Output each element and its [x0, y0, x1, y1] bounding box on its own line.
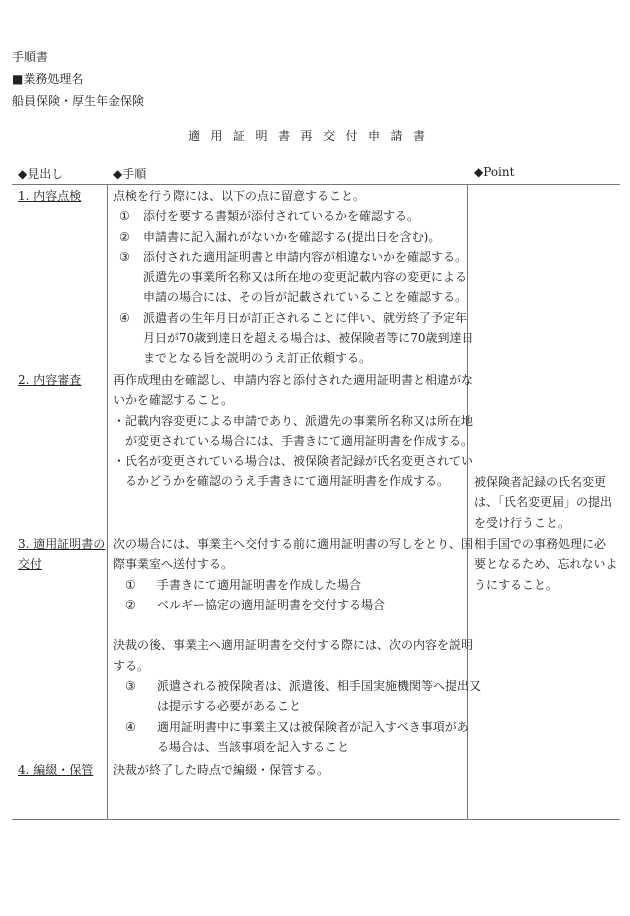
item-text: までとなる旨を説明のうえ訂正依頼する。: [143, 351, 372, 366]
item-text: 手書きにて適用証明書を作成した場合: [157, 577, 362, 592]
row-point-3: [474, 534, 618, 595]
row-heading-3: [18, 534, 105, 575]
heading-text: 3. 適用証明書の: [18, 537, 106, 551]
item-number: ①: [119, 209, 130, 224]
row-procedure-1: [113, 186, 474, 369]
item-text: 適用証明書中に事業主又は被保険者が記入すべき事項があ: [157, 719, 469, 734]
procedure-intro: 点検を行う際には、以下の点に留意すること。: [113, 189, 366, 203]
doc-type: 手順書: [12, 50, 49, 64]
procedure-intro: 決裁の後、事業主へ適用証明書を交付する際には、次の内容を説明: [113, 638, 474, 653]
procedure-intro: 再作成理由を確認し、申請内容と添付された適用証明書と相違がな: [113, 373, 474, 387]
item-text: は提示する必要があること: [157, 699, 302, 714]
bullet-item: ・氏名が変更されている場合は、被保険者記録が氏名変更されてい: [113, 454, 474, 469]
document-title: 適用証明書再交付申請書: [188, 129, 436, 143]
item-text: 派遣先の事業所名称又は所在地の変更記載内容の変更による: [143, 270, 468, 285]
item-text: 派遣者の生年月日が訂正されることに伴い、就労終了予定年: [143, 310, 468, 325]
item-text: 添付された適用証明書と申請内容が相違ないかを確認する。: [143, 249, 468, 264]
row-point-2: [474, 472, 612, 533]
item-number: ②: [125, 597, 136, 612]
procedure-intro: いかを確認すること。: [113, 393, 234, 408]
column-divider: [107, 184, 108, 819]
row-procedure-3: [113, 534, 481, 757]
column-procedure: ◆手順: [113, 167, 147, 181]
row-heading-2: 2. 内容審査: [18, 373, 82, 387]
item-number: ③: [125, 679, 136, 694]
item-number: ②: [119, 229, 130, 244]
header-divider: [12, 184, 620, 185]
point-text: は、「氏名変更届」の提出: [474, 495, 613, 510]
bottom-divider: [12, 819, 620, 820]
point-text: 相手国での事務処理に必: [474, 537, 607, 551]
business-label: ■業務処理名: [12, 72, 84, 86]
row-procedure-2: [113, 370, 473, 492]
item-number: ③: [119, 249, 130, 264]
procedure-intro: 次の場合には、事業主へ交付する前に適用証明書の写しをとり、国: [113, 537, 474, 551]
bullet-item: るかどうかを確認のうえ手書きにて適用証明書を作成する。: [125, 474, 450, 489]
business-name: 船員保険・厚生年金保険: [12, 94, 145, 108]
item-text: る場合は、当該事項を記入すること: [157, 739, 350, 754]
item-text: 派遣される被保険者は、派遣後、相手国実施機関等へ提出又: [157, 679, 482, 694]
item-text: 申請の場合には、その旨が記載されていることを確認する。: [143, 290, 468, 305]
row-procedure-4: 決裁が終了した時点で編綴・保管する。: [113, 763, 330, 777]
procedure-intro: する。: [113, 658, 150, 673]
procedure-intro: 際事業室へ送付する。: [113, 557, 234, 572]
item-text: ベルギー協定の適用証明書を交付する場合: [157, 597, 386, 612]
point-text: を受け行うこと。: [474, 515, 571, 530]
item-number: ④: [125, 719, 136, 734]
item-text: 添付を要する書類が添付されているかを確認する。: [143, 209, 420, 224]
item-text: 月日が70歳到達日を超える場合は、被保険者等に70歳到達日: [143, 331, 474, 346]
item-text: 申請書に記入漏れがないかを確認する(提出日を含む)。: [143, 229, 441, 244]
item-number: ④: [119, 310, 130, 325]
point-text: 被保険者記録の氏名変更: [474, 475, 607, 489]
point-text: 要となるため、忘れないよ: [474, 557, 618, 572]
point-text: うにすること。: [474, 577, 559, 592]
column-point: ◆Point: [474, 165, 515, 179]
row-heading-1: 1. 内容点検: [18, 189, 82, 203]
heading-text: 交付: [18, 557, 43, 572]
row-heading-4: 4. 編綴・保管: [18, 763, 94, 777]
column-heading: ◆見出し: [18, 167, 64, 181]
bullet-item: ・記載内容変更による申請であり、派遣先の事業所名称又は所在地: [113, 413, 474, 428]
bullet-item: が変更されている場合には、手書きにて適用証明書を作成する。: [125, 433, 474, 448]
item-number: ①: [125, 577, 136, 592]
